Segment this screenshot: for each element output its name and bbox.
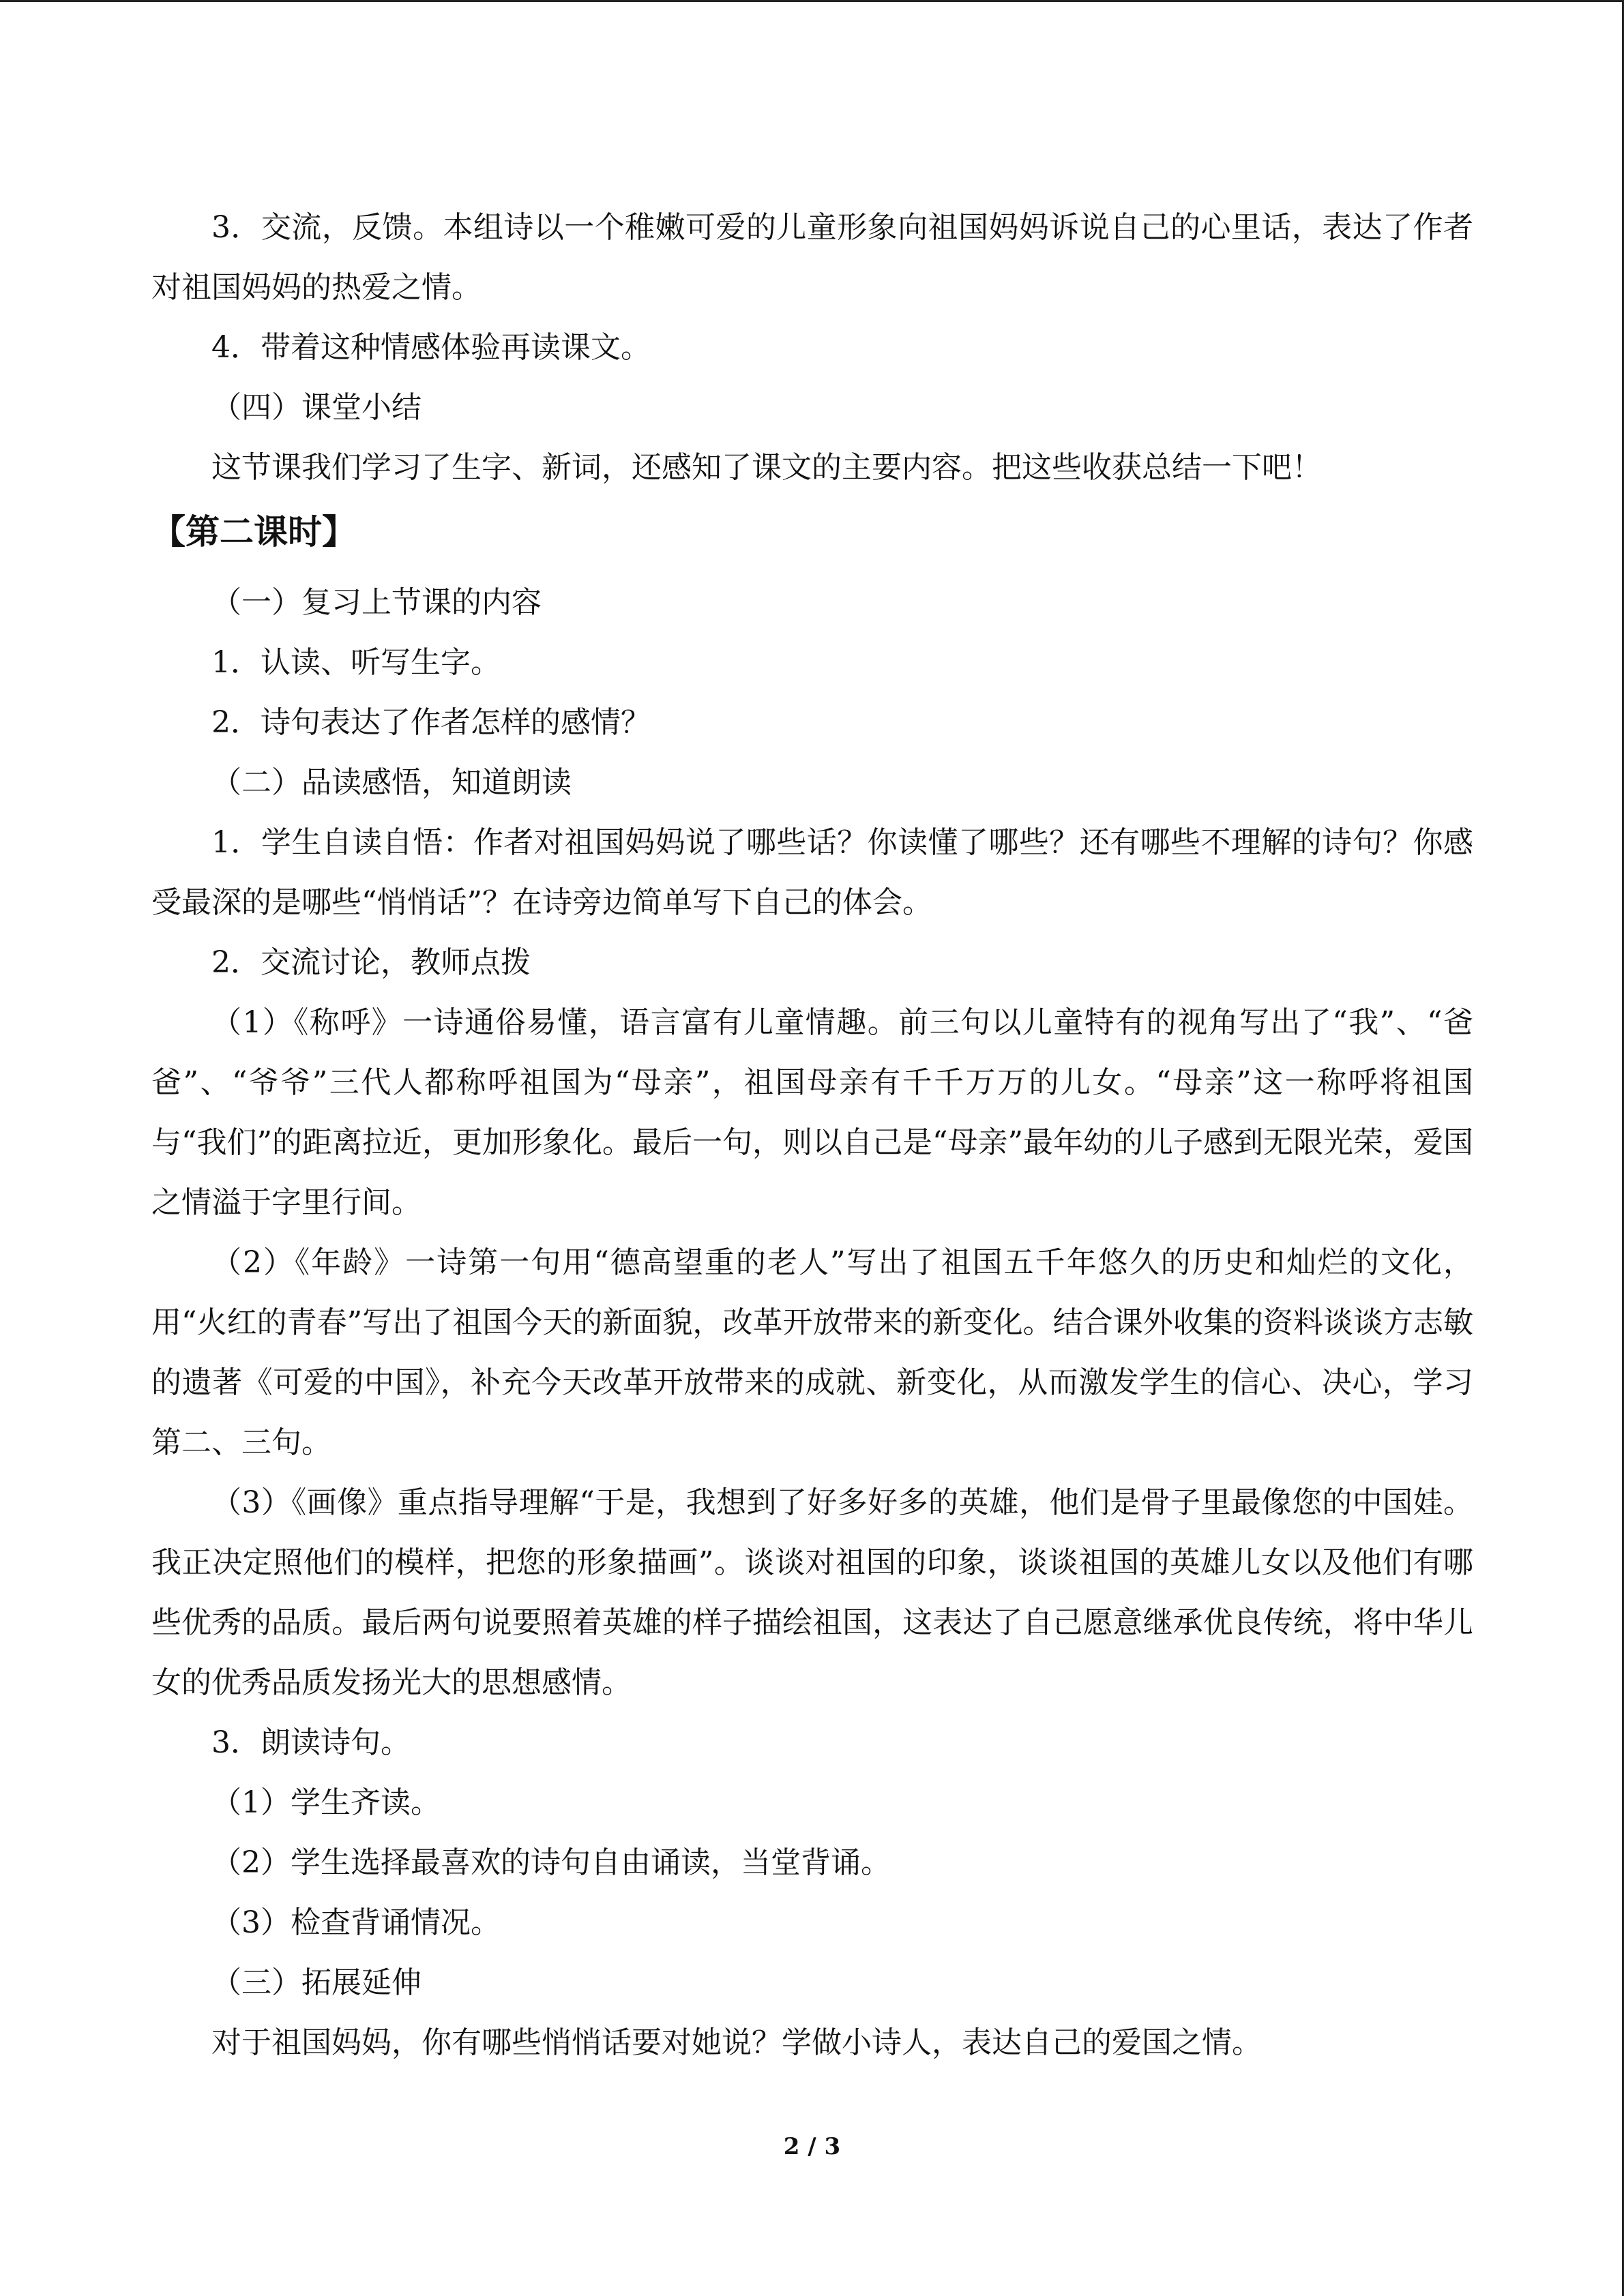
paragraph-feedback: 3．交流，反馈。本组诗以一个稚嫩可爱的儿童形象向祖国妈妈诉说自己的心里话，表达了作者对祖国妈妈的热爱之情。 <box>151 210 1473 305</box>
paragraph-poem-portrait: （3）《画像》重点指导理解“于是，我想到了好多好多的英雄，他们是骨子里最像您的中国娃。我正决定照他们的模样，把您的形象描画”。谈谈对祖国的印象，谈谈祖国的英雄儿女以及他们有哪些优秀的品质。最后两句说要照着英雄的样子描绘祖国，这表达了自己愿意继承优良传统，将中华儿女的优秀品质发扬光大的思想感情。 <box>151 1485 1473 1700</box>
lesson-heading: 【第二课时】 <box>151 512 356 552</box>
paragraph-reread: 4．带着这种情感体验再读课文。 <box>211 330 651 365</box>
document-body <box>151 198 1473 2073</box>
paragraph-reading-heading: （二）品读感悟，知道朗读 <box>211 765 572 800</box>
page-number: 2 / 3 <box>783 2133 841 2160</box>
paragraph-extension-heading: （三）拓展延伸 <box>211 1965 422 2000</box>
paragraph-summary: 这节课我们学习了生字、新词，还感知了课文的主要内容。把这些收获总结一下吧！ <box>211 450 1322 485</box>
paragraph-recite-heading: 3．朗读诗句。 <box>211 1725 411 1760</box>
paragraph-review-heading: （一）复习上节课的内容 <box>211 585 542 620</box>
paragraph-extension: 对于祖国妈妈，你有哪些悄悄话要对她说？学做小诗人，表达自己的爱国之情。 <box>211 2025 1262 2060</box>
paragraph-poem-age: （2）《年龄》一诗第一句用“德高望重的老人”写出了祖国五千年悠久的历史和灿烂的文化，用“火红的青春”写出了祖国今天的新面貌，改革开放带来的新变化。结合课外收集的资料谈谈方志敏的遗著《可爱的中国》，补充今天改革开放带来的成就、新变化，从而激发学生的信心、决心，学习第二、三句。 <box>151 1245 1473 1460</box>
paragraph-summary-heading: （四）课堂小结 <box>211 390 422 425</box>
paragraph-self-study: 1．学生自读自悟：作者对祖国妈妈说了哪些话？你读懂了哪些？还有哪些不理解的诗句？你感受最深的是哪些“悄悄话”？在诗旁边简单写下自己的体会。 <box>151 825 1473 920</box>
paragraph-recite-3: （3）检查背诵情况。 <box>211 1905 501 1940</box>
paragraph-review-2: 2．诗句表达了作者怎样的感情？ <box>211 705 651 740</box>
paragraph-recite-1: （1）学生齐读。 <box>211 1785 441 1820</box>
paragraph-discussion: 2．交流讨论，教师点拨 <box>211 945 531 980</box>
paragraph-poem-address: （1）《称呼》一诗通俗易懂，语言富有儿童情趣。前三句以儿童特有的视角写出了“我”、“爸爸”、“爷爷”三代人都称呼祖国为“母亲”，祖国母亲有千千万万的儿女。“母亲”这一称呼将祖国与“我们”的距离拉近，更加形象化。最后一句，则以自己是“母亲”最年幼的儿子感到无限光荣，爱国之情溢于字里行间。 <box>151 1005 1473 1220</box>
paragraph-review-1: 1．认读、听写生字。 <box>211 645 501 680</box>
paragraph-recite-2: （2）学生选择最喜欢的诗句自由诵读，当堂背诵。 <box>211 1845 891 1880</box>
